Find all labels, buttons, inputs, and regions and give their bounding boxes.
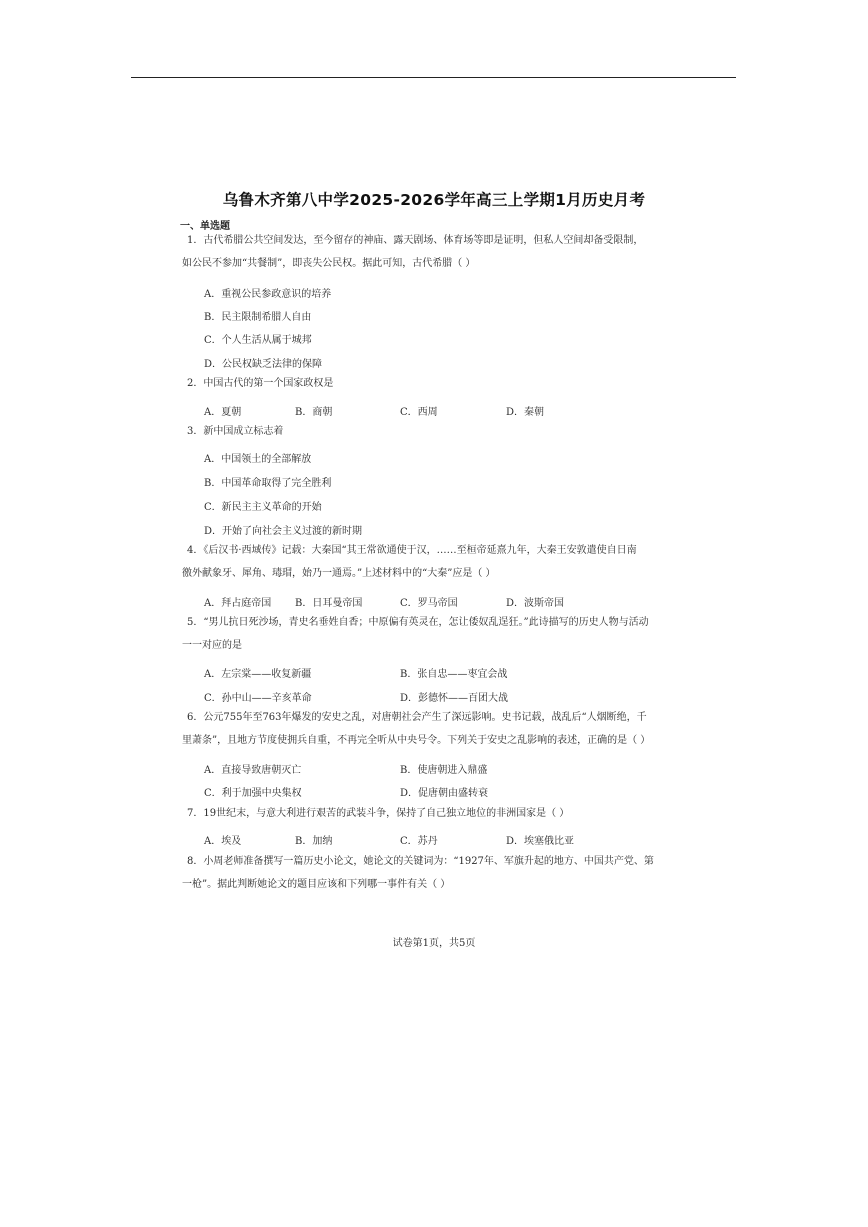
question-4-option-b: B．日耳曼帝国 <box>295 598 363 609</box>
page-footer: 试卷第1页，共5页 <box>392 938 476 949</box>
question-5-option-a: A．左宗棠——收复新疆 <box>204 669 312 680</box>
question-3-line-1: 3．新中国成立标志着 <box>187 426 284 437</box>
question-6-option-b: B．使唐朝进入鼎盛 <box>400 765 488 776</box>
page-title: 乌鲁木齐第八中学2025-2026学年高三上学期1月历史月考 <box>222 191 646 209</box>
question-7-stem <box>187 802 687 825</box>
question-2-option-a: A．夏朝 <box>204 407 242 418</box>
question-4-option-d: D．波斯帝国 <box>506 598 565 609</box>
question-1-option-a: A．重视公民参政意识的培养 <box>204 289 332 300</box>
question-7-option-b: B．加纳 <box>295 836 333 847</box>
question-8-line-1: 8．小周老师准备撰写一篇历史小论文，她论文的关键词为：“1927年、军旗升起的地方、中国共产党、第 <box>187 856 654 867</box>
question-6-option-d: D．促唐朝由盛转衰 <box>400 788 489 799</box>
question-1-option-c: C．个人生活从属于城邦 <box>204 335 312 346</box>
question-4-line-2: 徼外献象牙、犀角、瑇瑁，始乃一通焉。”上述材料中的“大秦”应是（ ） <box>182 568 496 579</box>
question-3-option-a: A．中国领土的全部解放 <box>204 454 312 465</box>
question-5-stem <box>182 611 687 657</box>
question-6-line-1: 6．公元755年至763年爆发的安史之乱，对唐朝社会产生了深远影响。史书记载，战乱后“人烟断绝，千 <box>187 712 647 723</box>
question-5-option-d: D．彭德怀——百团大战 <box>400 693 509 704</box>
question-5-option-c: C．孙中山——辛亥革命 <box>204 693 312 704</box>
question-1-line-2: 如公民不参加“共餐制”，即丧失公民权。据此可知，古代希腊（ ） <box>182 258 476 269</box>
question-8-stem <box>182 850 687 896</box>
question-5-option-b: B．张自忠——枣宜会战 <box>400 669 508 680</box>
question-6-line-2: 里萧条”，且地方节度使拥兵自重，不再完全听从中央号令。下列关于安史之乱影响的表述，正确的是（ ） <box>182 735 651 746</box>
question-5-line-1: 5．“男儿抗日死沙场，青史名垂姓自香；中原偏有英灵在，怎让倭奴乱逞狂。”此诗描写的历史人物与活动 <box>187 617 649 628</box>
question-2-option-b: B．商朝 <box>295 407 333 418</box>
question-7-option-c: C．苏丹 <box>400 836 438 847</box>
question-2-line-1: 2．中国古代的第一个国家政权是 <box>187 378 334 389</box>
question-3-option-d: D．开始了向社会主义过渡的新时期 <box>204 526 363 537</box>
section-heading: 一、单选题 <box>180 221 230 232</box>
question-4-option-c: C．罗马帝国 <box>400 598 458 609</box>
question-8-line-2: 一枪”。据此判断她论文的题目应该和下列哪一事件有关（ ） <box>182 879 451 890</box>
question-1-option-b: B．民主限制希腊人自由 <box>204 312 312 323</box>
question-5-line-2: 一一对应的是 <box>182 640 242 651</box>
question-4-line-1: 4．《后汉书·西域传》记载：大秦国“其王常欲通使于汉，……至桓帝延熹九年，大秦王安敦遣使自日南 <box>187 545 637 556</box>
question-7-line-1: 7．19世纪末，与意大利进行艰苦的武装斗争，保持了自己独立地位的非洲国家是（ ） <box>187 808 570 819</box>
question-4-stem <box>182 539 687 585</box>
question-1-option-d: D．公民权缺乏法律的保障 <box>204 359 323 370</box>
question-6-option-a: A．直接导致唐朝灭亡 <box>204 765 302 776</box>
question-4-option-a: A．拜占庭帝国 <box>204 598 272 609</box>
question-2-stem <box>187 372 687 395</box>
question-1-stem <box>182 229 687 275</box>
question-7-option-a: A．埃及 <box>204 836 242 847</box>
question-1-line-1: 1．古代希腊公共空间发达，至今留存的神庙、露天剧场、体育场等即是证明，但私人空间却备受限制， <box>187 235 644 246</box>
question-6-stem <box>182 706 687 752</box>
top-rule <box>131 77 736 78</box>
question-2-option-c: C．西周 <box>400 407 438 418</box>
question-3-option-b: B．中国革命取得了完全胜利 <box>204 478 332 489</box>
question-3-option-c: C．新民主主义革命的开始 <box>204 502 322 513</box>
question-6-option-c: C．利于加强中央集权 <box>204 788 302 799</box>
question-3-stem <box>187 420 687 443</box>
question-2-option-d: D．秦朝 <box>506 407 545 418</box>
question-7-option-d: D．埃塞俄比亚 <box>506 836 575 847</box>
